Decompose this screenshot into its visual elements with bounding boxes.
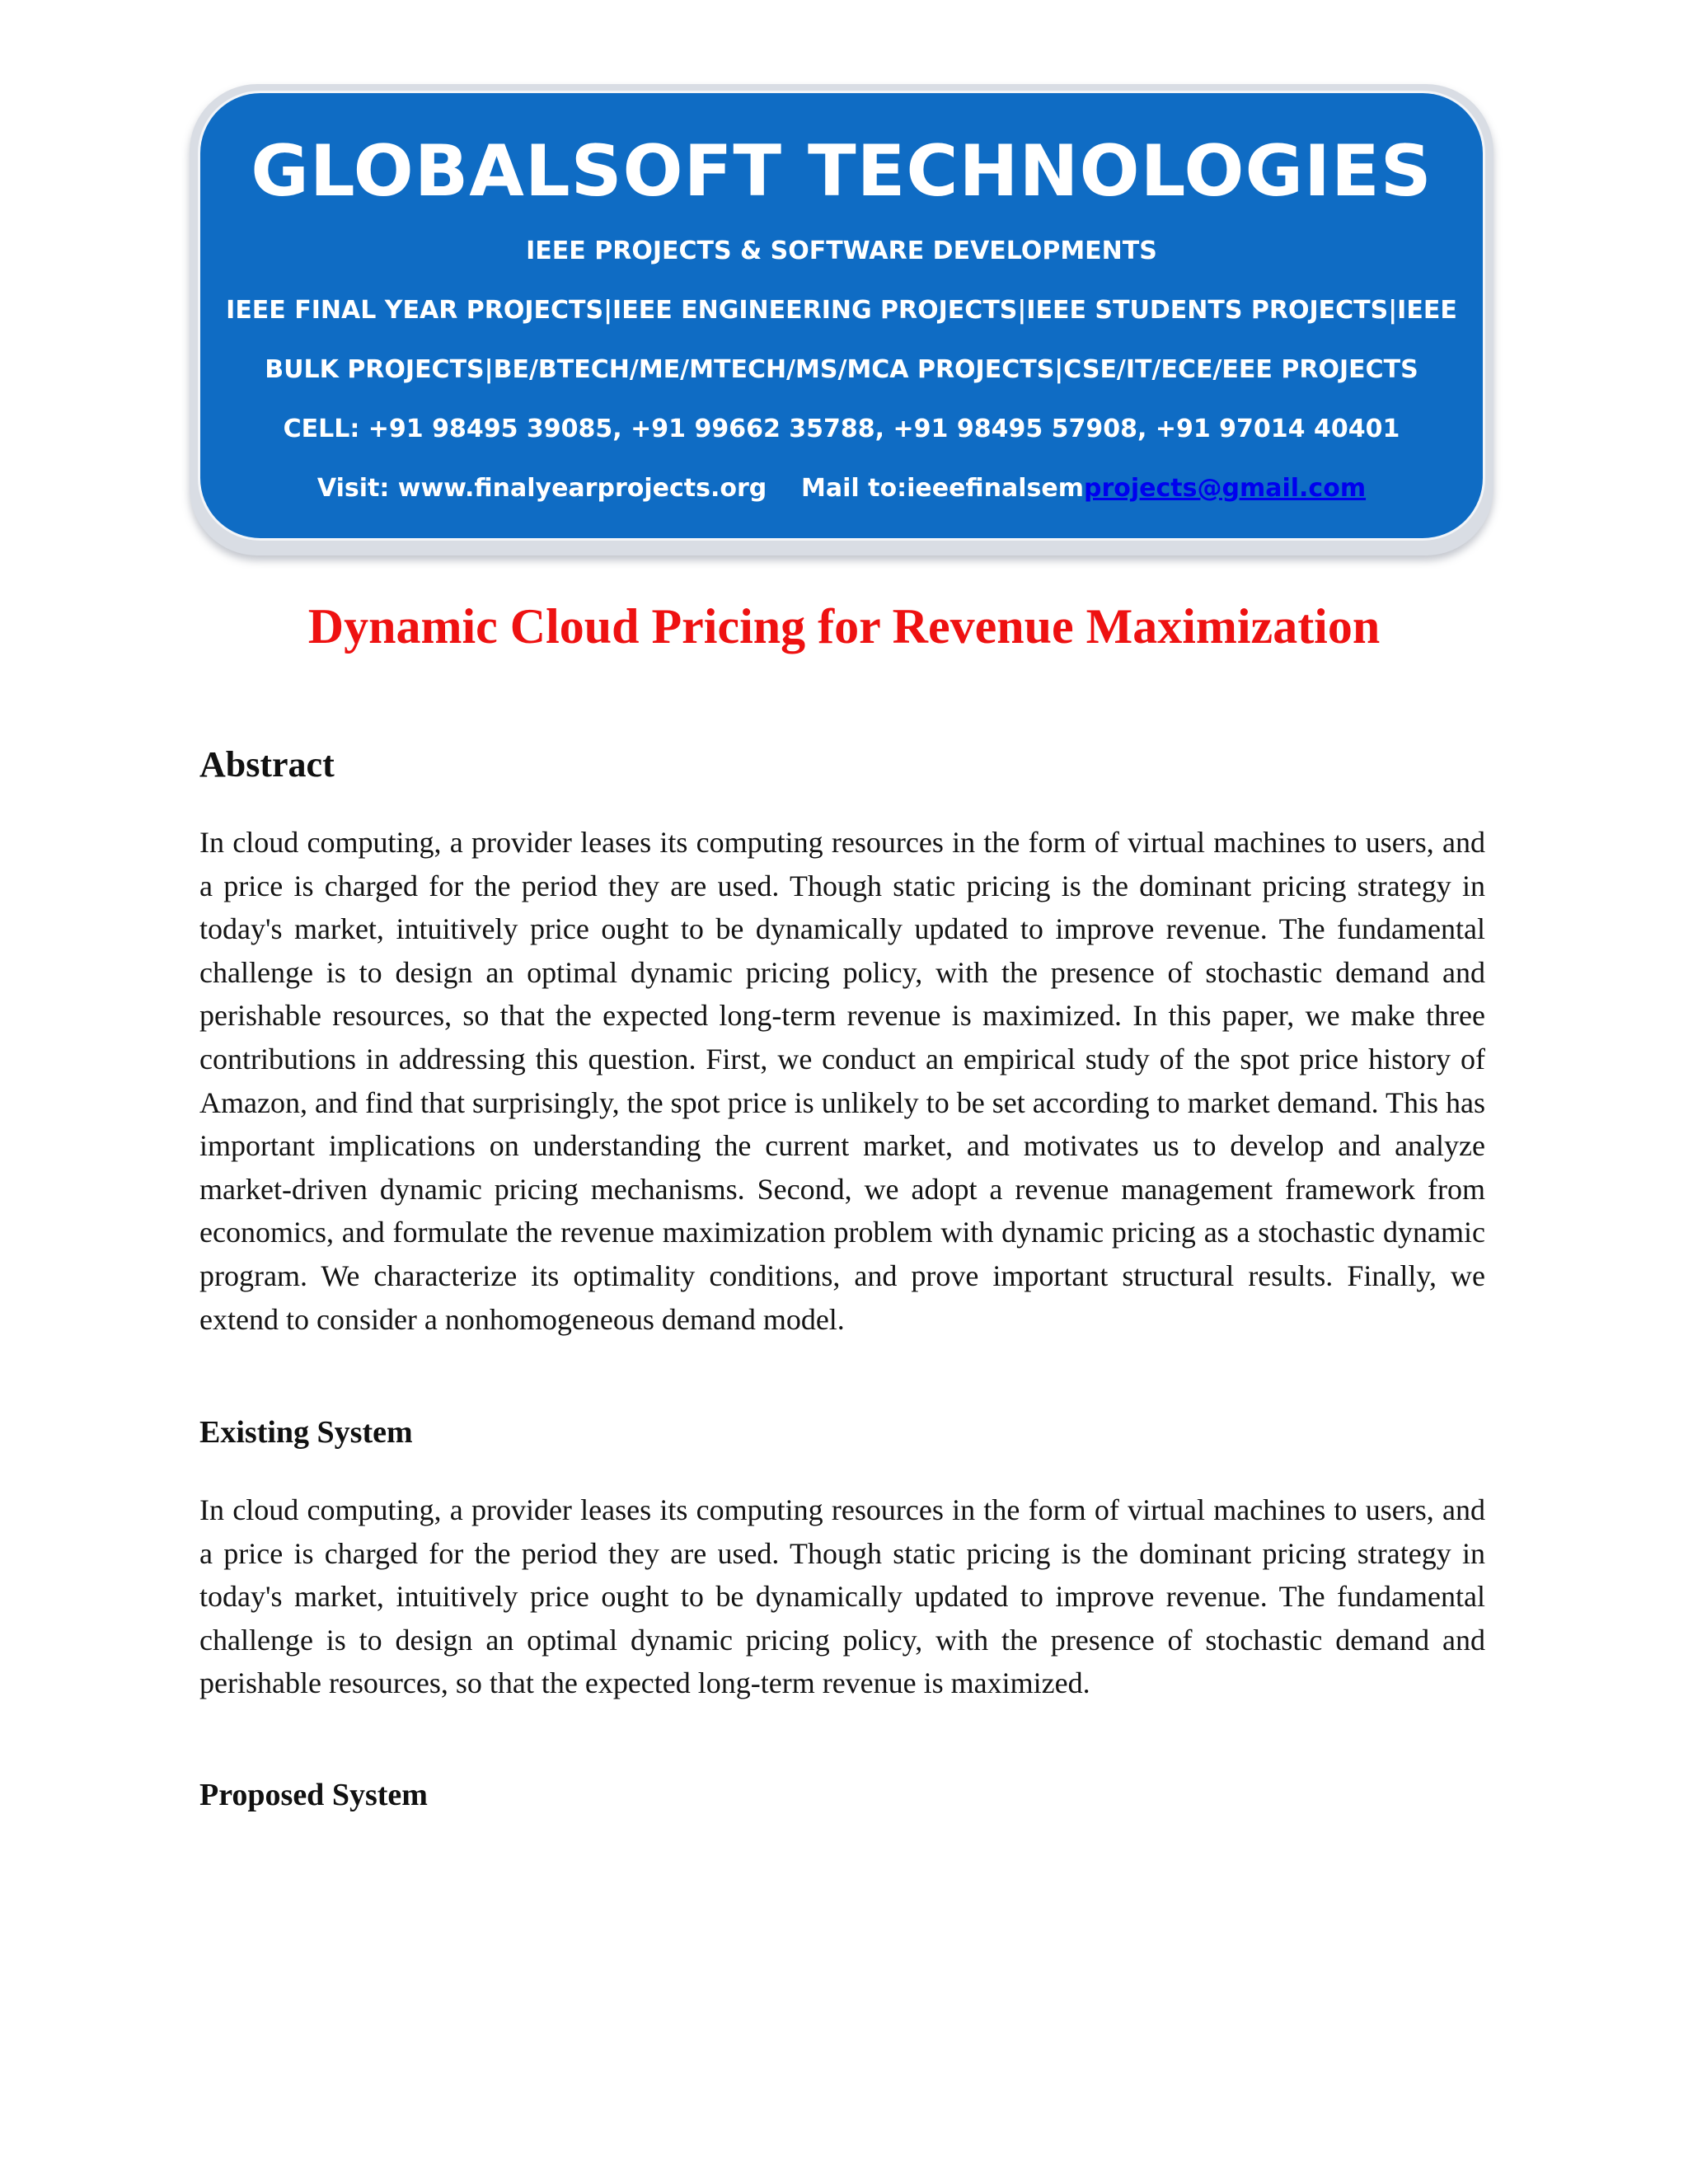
mail-label: Mail to:ieeefinalsem xyxy=(801,474,1084,503)
abstract-heading: Abstract xyxy=(199,744,335,785)
website-text: Visit: www.finalyearprojects.org xyxy=(316,474,767,503)
header-banner xyxy=(198,91,1485,541)
document-title: Dynamic Cloud Pricing for Revenue Maximization xyxy=(307,599,1381,654)
abstract-paragraph: In cloud computing, a provider leases its computing resources in the form of virtual machines to users, and a price is charged for the period they are used. Though static pricing is the dominant pricing strategy in today's market, intuitively price ought to be dynamically updated to improve revenue. The fundamental challenge is to design an optimal dynamic pricing policy, with the presence of stochastic demand and perishable resources, so that the expected long-term revenue is maximized. In this paper, we make three contributions in addressing this question. First, we conduct an empirical study of the spot price history of Amazon, and find that surprisingly, the spot price is unlikely to be set according to market demand. This has important implications on understanding the current market, and motivates us to develop and analyze market-driven dynamic pricing mechanisms. Second, we adopt a revenue management framework from economics, and formulate the revenue maximization problem with dynamic pricing as a stochastic dynamic program. We characterize its optimality conditions, and prove important structural results. Finally, we extend to consider a nonhomogeneous demand model. xyxy=(199,826,1485,1336)
company-name: GLOBALSOFT TECHNOLOGIES xyxy=(251,130,1432,213)
project-categories-line-1: IEEE FINAL YEAR PROJECTS|IEEE ENGINEERING PROJECTS|IEEE STUDENTS PROJECTS|IEEE xyxy=(226,296,1457,325)
phone-numbers: CELL: +91 98495 39085, +91 99662 35788, +91 98495 57908, +91 97014 40401 xyxy=(283,415,1400,443)
tagline: IEEE PROJECTS & SOFTWARE DEVELOPMENTS xyxy=(526,237,1157,265)
existing-system-paragraph: In cloud computing, a provider leases its computing resources in the form of virtual machines to users, and a price is charged for the period they are used. Though static pricing is the dominant pricing strategy in today's market, intuitively price ought to be dynamically updated to improve revenue. The fundamental challenge is to design an optimal dynamic pricing policy, with the presence of stochastic demand and perishable resources, so that the expected long-term revenue is maximized. xyxy=(199,1493,1485,1700)
proposed-system-heading: Proposed System xyxy=(199,1778,428,1812)
project-categories-line-2: BULK PROJECTS|BE/BTECH/ME/MTECH/MS/MCA PROJECTS|CSE/IT/ECE/EEE PROJECTS xyxy=(265,355,1418,384)
contact-line xyxy=(200,472,1483,505)
existing-system-heading: Existing System xyxy=(199,1415,413,1450)
email-link[interactable]: projects@gmail.com xyxy=(1084,474,1367,503)
